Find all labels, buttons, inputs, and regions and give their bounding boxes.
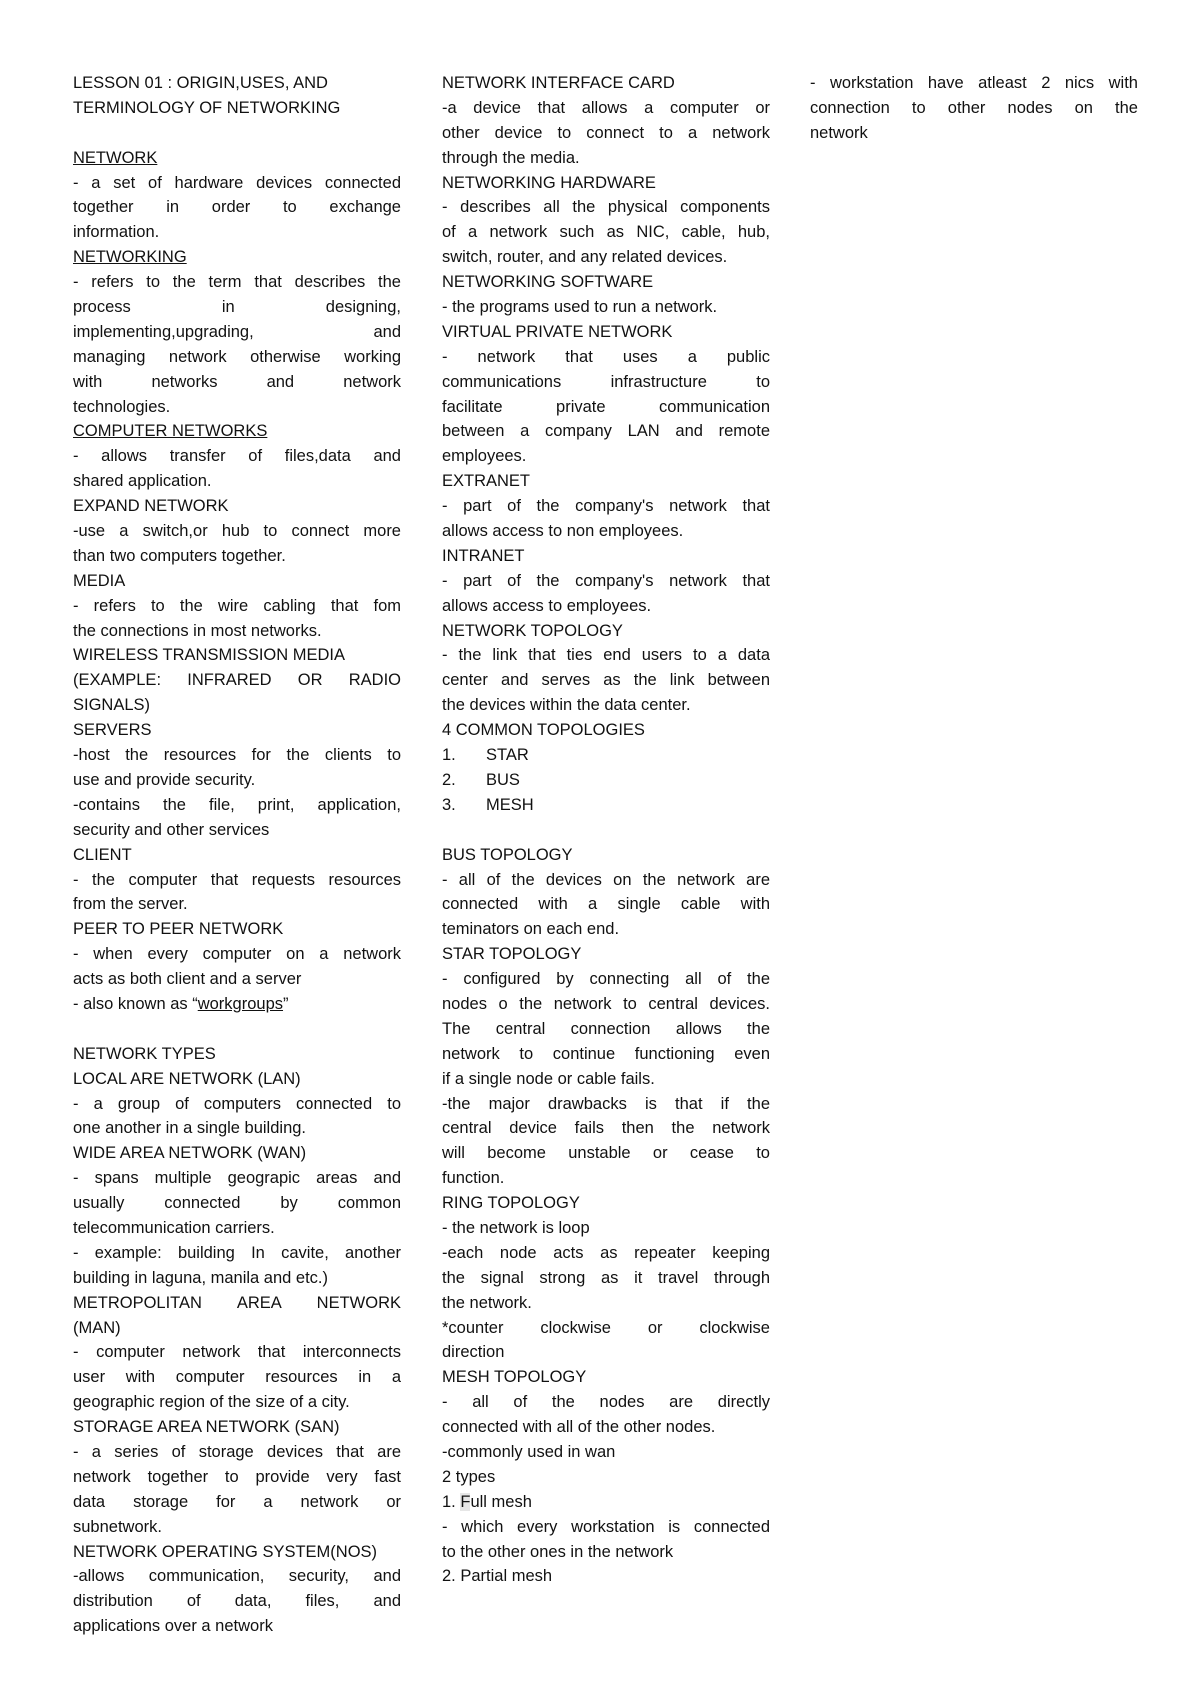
text-line: allows access to employees. [442,596,652,615]
text-line: through the media. [442,148,580,167]
text-line: nodes o the network to central devices. [442,994,770,1013]
highlighted-char: F [460,1492,471,1511]
text-line: employees. [442,447,527,466]
text-line: allows access to non employees. [442,522,684,541]
text-line: acts as both client and a server [73,970,302,989]
text-line: connected with a single cable with [442,895,770,914]
text-line: - the network is loop [442,1218,590,1237]
text-line: one another in a single building. [73,1119,307,1138]
text-line: NETWORK TYPES [73,1044,216,1063]
text-line: (MAN) [73,1318,121,1337]
text-line: METROPOLITAN AREA NETWORK [73,1293,401,1312]
text-line: 2 types [442,1467,496,1486]
text-line: between a company LAN and remote [442,422,770,441]
text-line: -contains the file, print, application, [73,795,401,814]
list-item-label: BUS [486,770,520,789]
text-line [442,1490,770,1515]
text-line: - allows transfer of files,data and [73,447,401,466]
text-line: NETWORK TOPOLOGY [442,621,623,640]
text-line: 4 COMMON TOPOLOGIES [442,721,645,740]
text-line: from the server. [73,895,188,914]
text-line: MESH TOPOLOGY [442,1368,587,1387]
text-line [73,992,401,1017]
text-line: - example: building In cavite, another [73,1243,401,1262]
text-line: information. [73,223,160,242]
text-line: communications infrastructure to [442,372,770,391]
text-line: with networks and network [73,372,401,391]
text-line: usually connected by common [73,1194,401,1213]
text-line: - all of the devices on the network are [442,870,770,889]
text-line: user with computer resources in a [73,1368,401,1387]
text-segment: ” [283,994,289,1013]
section-heading: COMPUTER NETWORKS [73,422,268,441]
text-line: the devices within the data center. [442,696,691,715]
text-line: MEDIA [73,571,126,590]
text-line: managing network otherwise working [73,347,401,366]
text-line: - network that uses a public [442,347,770,366]
text-line: LOCAL ARE NETWORK (LAN) [73,1069,301,1088]
text-line: CLIENT [73,845,132,864]
text-line: other device to connect to a network [442,123,770,142]
text-line: shared application. [73,472,212,491]
text-line: network [810,123,868,142]
text-line: than two computers together. [73,546,286,565]
text-line: use and provide security. [73,770,256,789]
text-line: *counter clockwise or clockwise [442,1318,770,1337]
text-line: will become unstable or cease to [442,1144,770,1163]
text-line: LESSON 01 : ORIGIN,USES, AND [73,74,328,92]
text-line: -commonly used in wan [442,1442,616,1461]
text-line: - configured by connecting all of the [442,970,770,989]
text-line: process in designing, [73,298,401,317]
text-line: BUS TOPOLOGY [442,845,573,864]
text-line: - all of the nodes are directly [442,1393,770,1412]
blank-line [73,121,401,146]
underlined-term: workgroups [197,994,284,1013]
text-line: EXPAND NETWORK [73,497,229,516]
text-line: -each node acts as repeater keeping [442,1243,770,1262]
text-line: data storage for a network or [73,1492,401,1511]
text-line: - spans multiple geograpic areas and [73,1169,401,1188]
text-line: telecommunication carriers. [73,1218,275,1237]
list-number: 3. [442,795,456,814]
list-item-label: MESH [486,795,534,814]
text-line: INTRANET [442,546,525,565]
text-column-1 [73,71,401,1639]
text-line: the connections in most networks. [73,621,322,640]
text-line: The central connection allows the [442,1019,770,1038]
text-line: -the major drawbacks is that if the [442,1094,770,1113]
text-line: STORAGE AREA NETWORK (SAN) [73,1418,340,1437]
text-line: STAR TOPOLOGY [442,945,582,964]
text-line: - describes all the physical components [442,198,770,217]
text-line: 2. Partial mesh [442,1567,553,1586]
text-line: - which every workstation is connected [442,1517,770,1536]
text-line: function. [442,1169,505,1188]
text-line: -host the resources for the clients to [73,746,401,765]
text-line: -a device that allows a computer or [442,98,770,117]
text-line: NETWORKING HARDWARE [442,173,656,192]
text-column-3 [810,71,1138,146]
text-line: - computer network that interconnects [73,1343,401,1362]
text-line: switch, router, and any related devices. [442,248,728,267]
blank-line [442,818,770,843]
text-line: - part of the company's network that [442,497,770,516]
text-line: - a series of storage devices that are [73,1442,401,1461]
text-line: of a network such as NIC, cable, hub, [442,223,770,242]
text-line: - the link that ties end users to a data [442,646,770,665]
text-line: - a group of computers connected to [73,1094,401,1113]
text-line: together in order to exchange [73,198,401,217]
blank-line [73,1017,401,1042]
text-line: center and serves as the link between [442,671,770,690]
text-line: security and other services [73,820,270,839]
text-line: network together to provide very fast [73,1467,401,1486]
text-line: - part of the company's network that [442,571,770,590]
text-line: NETWORK INTERFACE CARD [442,74,675,92]
section-heading: NETWORKING [73,248,187,267]
text-line: distribution of data, files, and [73,1592,401,1611]
text-line: SERVERS [73,721,152,740]
text-line: (EXAMPLE: INFRARED OR RADIO [73,671,401,690]
text-line: applications over a network [73,1617,273,1636]
text-line: building in laguna, manila and etc.) [73,1268,329,1287]
text-line: if a single node or cable fails. [442,1069,655,1088]
text-line: -allows communication, security, and [73,1567,401,1586]
text-line: implementing,upgrading, and [73,322,401,341]
text-line: - the programs used to run a network. [442,298,718,317]
list-item [442,768,770,793]
list-item-label: STAR [486,746,529,765]
text-segment: - also known as “ [73,994,198,1013]
list-item [442,743,770,768]
text-column-2 [442,71,770,1589]
text-line: RING TOPOLOGY [442,1194,580,1213]
list-number: 1. [442,746,456,765]
section-heading: NETWORK [73,148,158,167]
text-line: NETWORKING SOFTWARE [442,273,654,292]
text-line: to the other ones in the network [442,1542,674,1561]
text-line: - the computer that requests resources [73,870,401,889]
text-line: - refers to the wire cabling that fom [73,596,401,615]
text-line: TERMINOLOGY OF NETWORKING [73,98,341,117]
list-number: 2. [442,770,456,789]
text-line: PEER TO PEER NETWORK [73,920,284,939]
text-line: geographic region of the size of a city. [73,1393,350,1412]
text-line: the network. [442,1293,532,1312]
text-line: - workstation have atleast 2 nics with [810,74,1138,92]
text-line: direction [442,1343,505,1362]
text-line: -use a switch,or hub to connect more [73,522,401,541]
text-line: facilitate private communication [442,397,770,416]
list-item [442,793,770,818]
text-line: central device fails then the network [442,1119,770,1138]
text-line: WIDE AREA NETWORK (WAN) [73,1144,307,1163]
text-line: the signal strong as it travel through [442,1268,770,1287]
text-line: - a set of hardware devices connected [73,173,401,192]
text-line: EXTRANET [442,472,531,491]
text-line: WIRELESS TRANSMISSION MEDIA [73,646,345,665]
text-line: technologies. [73,397,171,416]
text-line: connected with all of the other nodes. [442,1418,716,1437]
text-line: SIGNALS) [73,696,151,715]
text-line: NETWORK OPERATING SYSTEM(NOS) [73,1542,378,1561]
text-segment: 1. [442,1492,461,1511]
text-line: - when every computer on a network [73,945,401,964]
text-line: subnetwork. [73,1517,162,1536]
text-line: network to continue functioning even [442,1044,770,1063]
text-segment: ull mesh [470,1492,532,1511]
text-line: teminators on each end. [442,920,620,939]
text-line: VIRTUAL PRIVATE NETWORK [442,322,673,341]
text-line: - refers to the term that describes the [73,273,401,292]
text-line: connection to other nodes on the [810,98,1138,117]
